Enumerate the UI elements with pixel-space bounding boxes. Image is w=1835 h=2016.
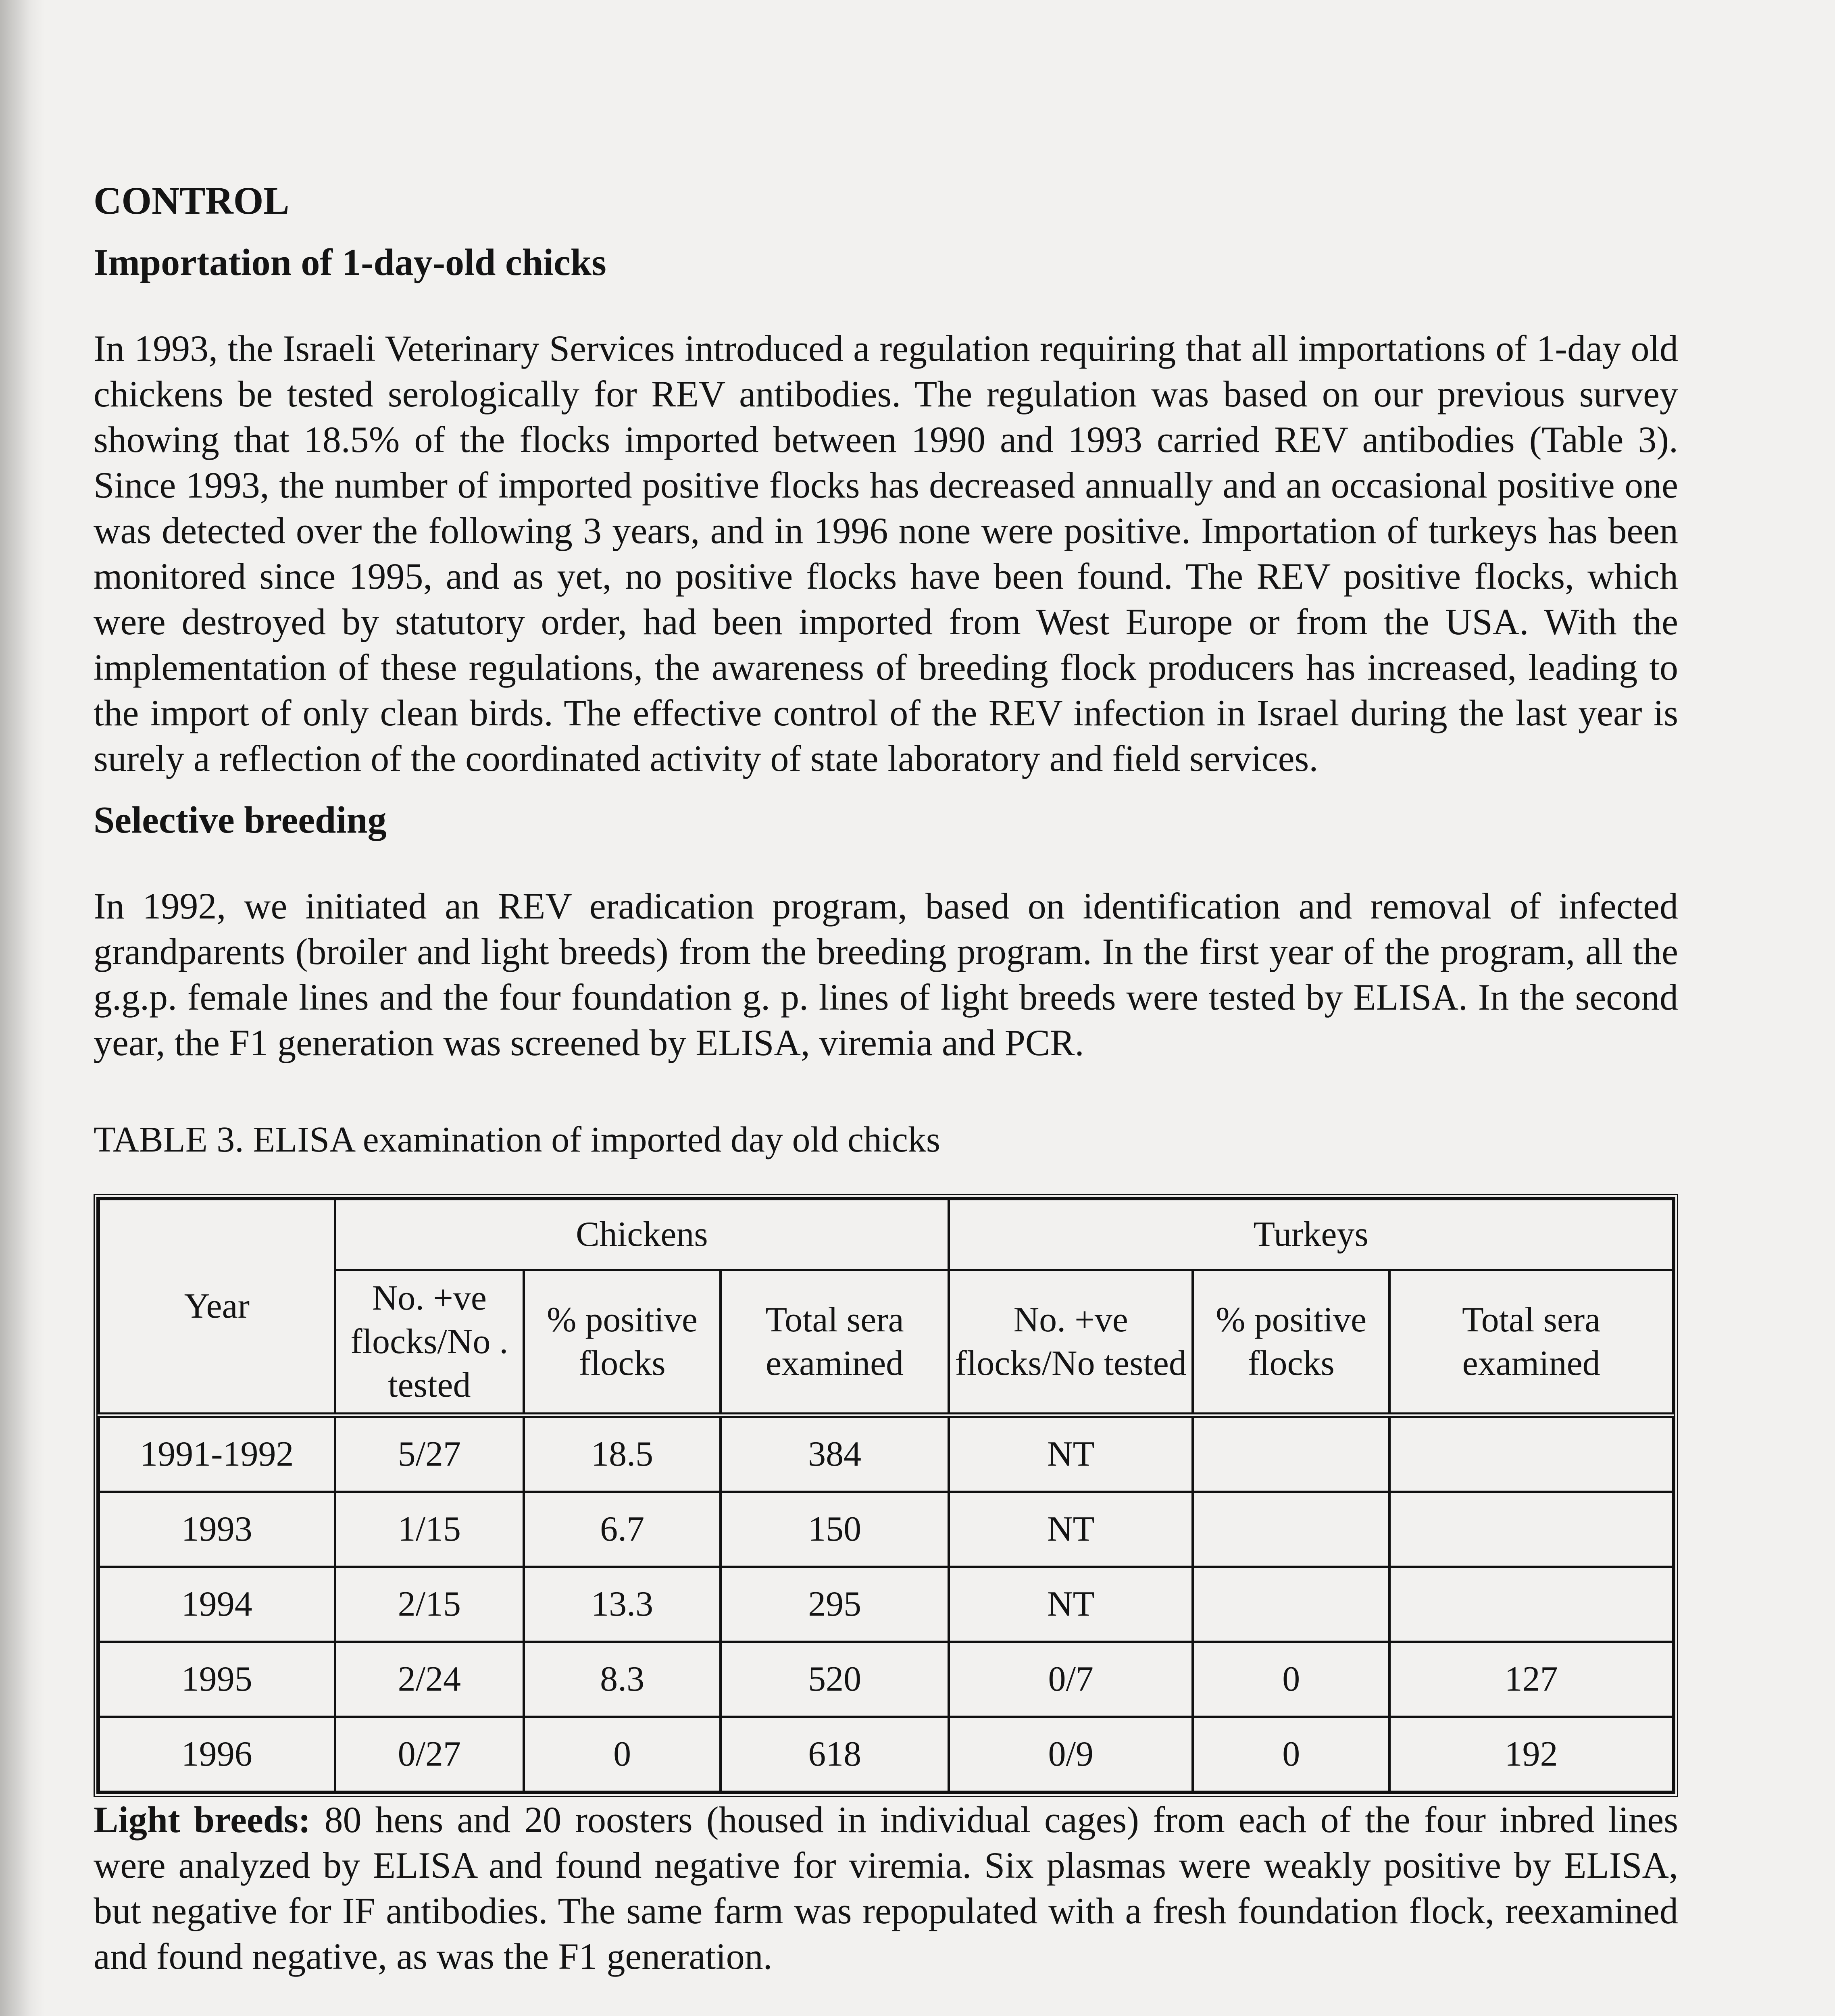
cell-turkeys-flocks: NT [949, 1415, 1193, 1492]
selective-breeding-paragraph: In 1992, we initiated an REV eradication program, based on identification and removal of infected grandparents (broiler and light breeds) from the breeding program. In the first year of the program, all the g.g.p. female lines and the four foundation g. p. lines of light breeds were tested by ELISA. In the second year, the F1 generation was screened by ELISA, viremia and PCR. [94, 885, 1678, 1063]
cell-turkeys-percent: 0 [1193, 1642, 1389, 1717]
table-row [99, 1567, 1673, 1642]
light-breeds-label: Light breeds: [94, 1799, 311, 1840]
cell-chickens-percent: 18.5 [524, 1415, 721, 1492]
header-turkeys-flocks: No. +ve flocks/No tested [949, 1270, 1193, 1415]
header-turkeys-sera: Total sera examined [1389, 1270, 1673, 1415]
cell-chickens-sera: 150 [721, 1492, 949, 1567]
page-edge-shadow [0, 0, 44, 2016]
cell-turkeys-sera [1389, 1567, 1673, 1642]
cell-chickens-sera: 520 [721, 1642, 949, 1717]
table-row [99, 1717, 1673, 1792]
table-row [99, 1642, 1673, 1717]
table-frame [94, 1194, 1678, 1797]
header-year: Year [99, 1199, 335, 1415]
cell-turkeys-sera [1389, 1492, 1673, 1567]
cell-turkeys-percent: 0 [1193, 1717, 1389, 1792]
cell-turkeys-sera: 127 [1389, 1642, 1673, 1717]
cell-chickens-flocks: 2/15 [335, 1567, 524, 1642]
header-turkeys-percent: % positive flocks [1193, 1270, 1389, 1415]
elisa-table [98, 1198, 1674, 1793]
cell-year: 1991-1992 [99, 1415, 335, 1492]
table-row [99, 1492, 1673, 1567]
cell-turkeys-percent [1193, 1415, 1389, 1492]
table-caption: TABLE 3. ELISA examination of imported day old chicks [94, 1119, 940, 1160]
cell-turkeys-flocks: NT [949, 1567, 1193, 1642]
cell-turkeys-percent [1193, 1492, 1389, 1567]
cell-turkeys-flocks: 0/7 [949, 1642, 1193, 1717]
cell-chickens-sera: 384 [721, 1415, 949, 1492]
cell-year: 1996 [99, 1717, 335, 1792]
cell-chickens-sera: 618 [721, 1717, 949, 1792]
importation-paragraph: In 1993, the Israeli Veterinary Services introduced a regulation requiring that all importations of 1-day old chickens be tested serologically for REV antibodies. The regulation was based on our previous survey showing that 18.5% of the flocks imported between 1990 and 1993 carried REV antibodies (Table 3). Since 1993, the number of imported positive flocks has decreased annually and an occasional positive one was detected over the following 3 years, and in 1996 none were positive. Importation of turkeys has been monitored since 1995, and as yet, no positive flocks have been found. The REV positive flocks, which were destroyed by statutory order, had been imported from West Europe or from the USA. With the implementation of these regulations, the awareness of breeding flock producers has increased, leading to the import of only clean birds. The effective control of the REV infection in Israel during the last year is surely a reflection of the coordinated activity of state laboratory and field services. [94, 327, 1678, 779]
cell-chickens-percent: 8.3 [524, 1642, 721, 1717]
cell-chickens-sera: 295 [721, 1567, 949, 1642]
light-breeds-paragraph [94, 1797, 1678, 1979]
selective-breeding-heading: Selective breeding [94, 799, 387, 841]
light-breeds-text: 80 hens and 20 roosters (housed in individual cages) from each of the four inbred lines were analyzed by ELISA and found negative for viremia. Six plasmas were weakly positive by ELISA, but negative for IF antibodies. The same farm was repopulated with a fresh foundation flock, reexamined and found negative, as was the F1 generation. [94, 1799, 1679, 1977]
cell-year: 1995 [99, 1642, 335, 1717]
cell-turkeys-percent [1193, 1567, 1389, 1642]
cell-chickens-percent: 0 [524, 1717, 721, 1792]
cell-chickens-flocks: 1/15 [335, 1492, 524, 1567]
cell-turkeys-sera: 192 [1389, 1717, 1673, 1792]
cell-chickens-flocks: 0/27 [335, 1717, 524, 1792]
cell-year: 1993 [99, 1492, 335, 1567]
header-chickens-flocks: No. +ve flocks/No . tested [335, 1270, 524, 1415]
table-row [99, 1415, 1673, 1492]
cell-chickens-flocks: 2/24 [335, 1642, 524, 1717]
header-chickens-percent: % positive flocks [524, 1270, 721, 1415]
page-content [94, 177, 1678, 1979]
cell-turkeys-flocks: NT [949, 1492, 1193, 1567]
cell-chickens-percent: 13.3 [524, 1567, 721, 1642]
header-turkeys: Turkeys [949, 1199, 1673, 1270]
cell-turkeys-flocks: 0/9 [949, 1717, 1193, 1792]
cell-year: 1994 [99, 1567, 335, 1642]
importation-heading: Importation of 1-day-old chicks [94, 242, 606, 284]
header-chickens: Chickens [335, 1199, 949, 1270]
header-chickens-sera: Total sera examined [721, 1270, 949, 1415]
cell-chickens-flocks: 5/27 [335, 1415, 524, 1492]
cell-chickens-percent: 6.7 [524, 1492, 721, 1567]
cell-turkeys-sera [1389, 1415, 1673, 1492]
section-title: CONTROL [94, 179, 290, 222]
